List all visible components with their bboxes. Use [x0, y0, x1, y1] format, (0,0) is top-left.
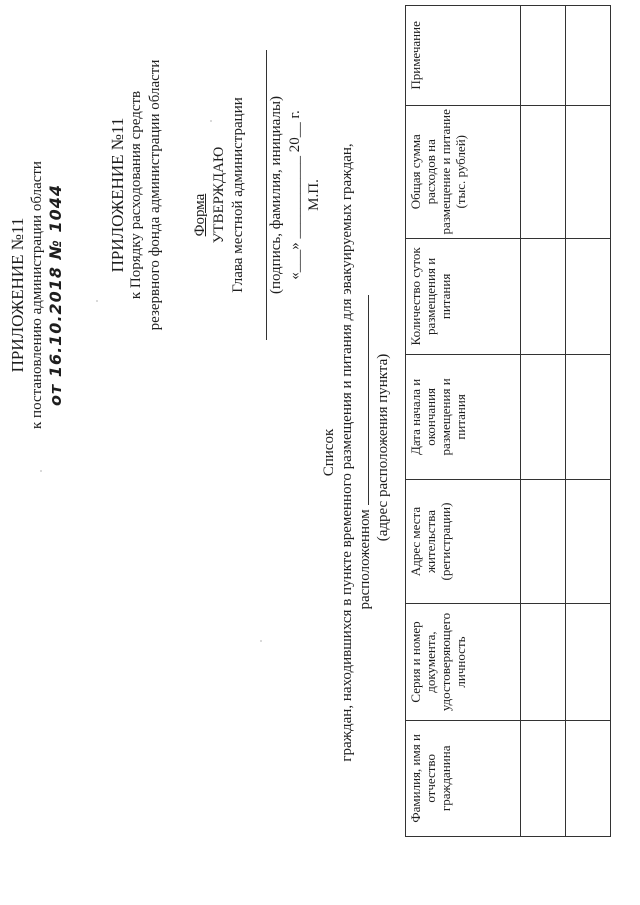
header-days-count: Количество суток размещения и питания: [406, 238, 521, 354]
address-blank-line: [356, 295, 369, 505]
signature-caption: (подпись, фамилия, инициалы): [268, 95, 284, 295]
appendix-order-block: [108, 5, 165, 385]
table-cell: [566, 604, 611, 720]
approval-date: «___» ___________ 20__ г.: [287, 110, 303, 280]
approval-title: УТВЕРЖДАЮ: [211, 146, 227, 244]
address-caption: (адрес расположения пункта): [375, 353, 391, 542]
appendix-order-title: ПРИЛОЖЕНИЕ №11: [108, 117, 127, 273]
header-id-document: Серия и номер документа, удостоверяющего личность: [406, 604, 521, 720]
table-cell: [566, 105, 611, 238]
table-cell: [566, 355, 611, 480]
header-full-name: Фамилия, имя и отчество гражданина: [406, 720, 521, 836]
list-heading: [320, 0, 392, 905]
header-total-cost: Общая сумма расходов на размещение и питание (тыс. рублей): [406, 105, 521, 238]
header-note: Примечание: [406, 6, 521, 106]
approval-block: [210, 30, 324, 360]
table-header-row: [406, 6, 521, 837]
handwritten-date-number: от 16.10.2018 № 1044: [46, 184, 65, 406]
list-location-line: [356, 0, 374, 905]
list-subtitle: граждан, находившихся в пункте временного размещения и питания для эвакуируемых граждан,: [339, 143, 355, 762]
header-address: Адрес места жительства (регистрации): [406, 479, 521, 604]
appendix-order-line1: к Порядку расходования средств: [128, 90, 144, 300]
table-cell: [521, 604, 566, 720]
list-title: Список: [321, 428, 337, 477]
table-cell: [521, 238, 566, 354]
table-cell: [566, 720, 611, 836]
table-cell: [566, 6, 611, 106]
appendix-decree-line: к постановлению администрации области: [29, 161, 45, 429]
table-cell: [566, 479, 611, 604]
header-dates: Дата начала и окончания размещения и питания: [406, 355, 521, 480]
approval-position: Глава местной администрации: [230, 97, 246, 293]
table-cell: [521, 720, 566, 836]
appendix-order-line2: резервного фонда администрации области: [147, 59, 163, 331]
table-row: [566, 6, 611, 837]
signature-line: [252, 50, 267, 340]
located-prefix: расположенном: [357, 509, 373, 610]
stamp-label: М.П.: [306, 179, 322, 211]
table-cell: [521, 355, 566, 480]
table-row: [521, 6, 566, 837]
table-cell: [566, 238, 611, 354]
appendix-decree-block: [8, 65, 65, 525]
table-cell: [521, 105, 566, 238]
citizens-table: [405, 5, 605, 837]
appendix-decree-title: ПРИЛОЖЕНИЕ №11: [8, 217, 27, 373]
table-cell: [521, 479, 566, 604]
form-label: Форма: [192, 193, 208, 237]
table-cell: [521, 6, 566, 106]
